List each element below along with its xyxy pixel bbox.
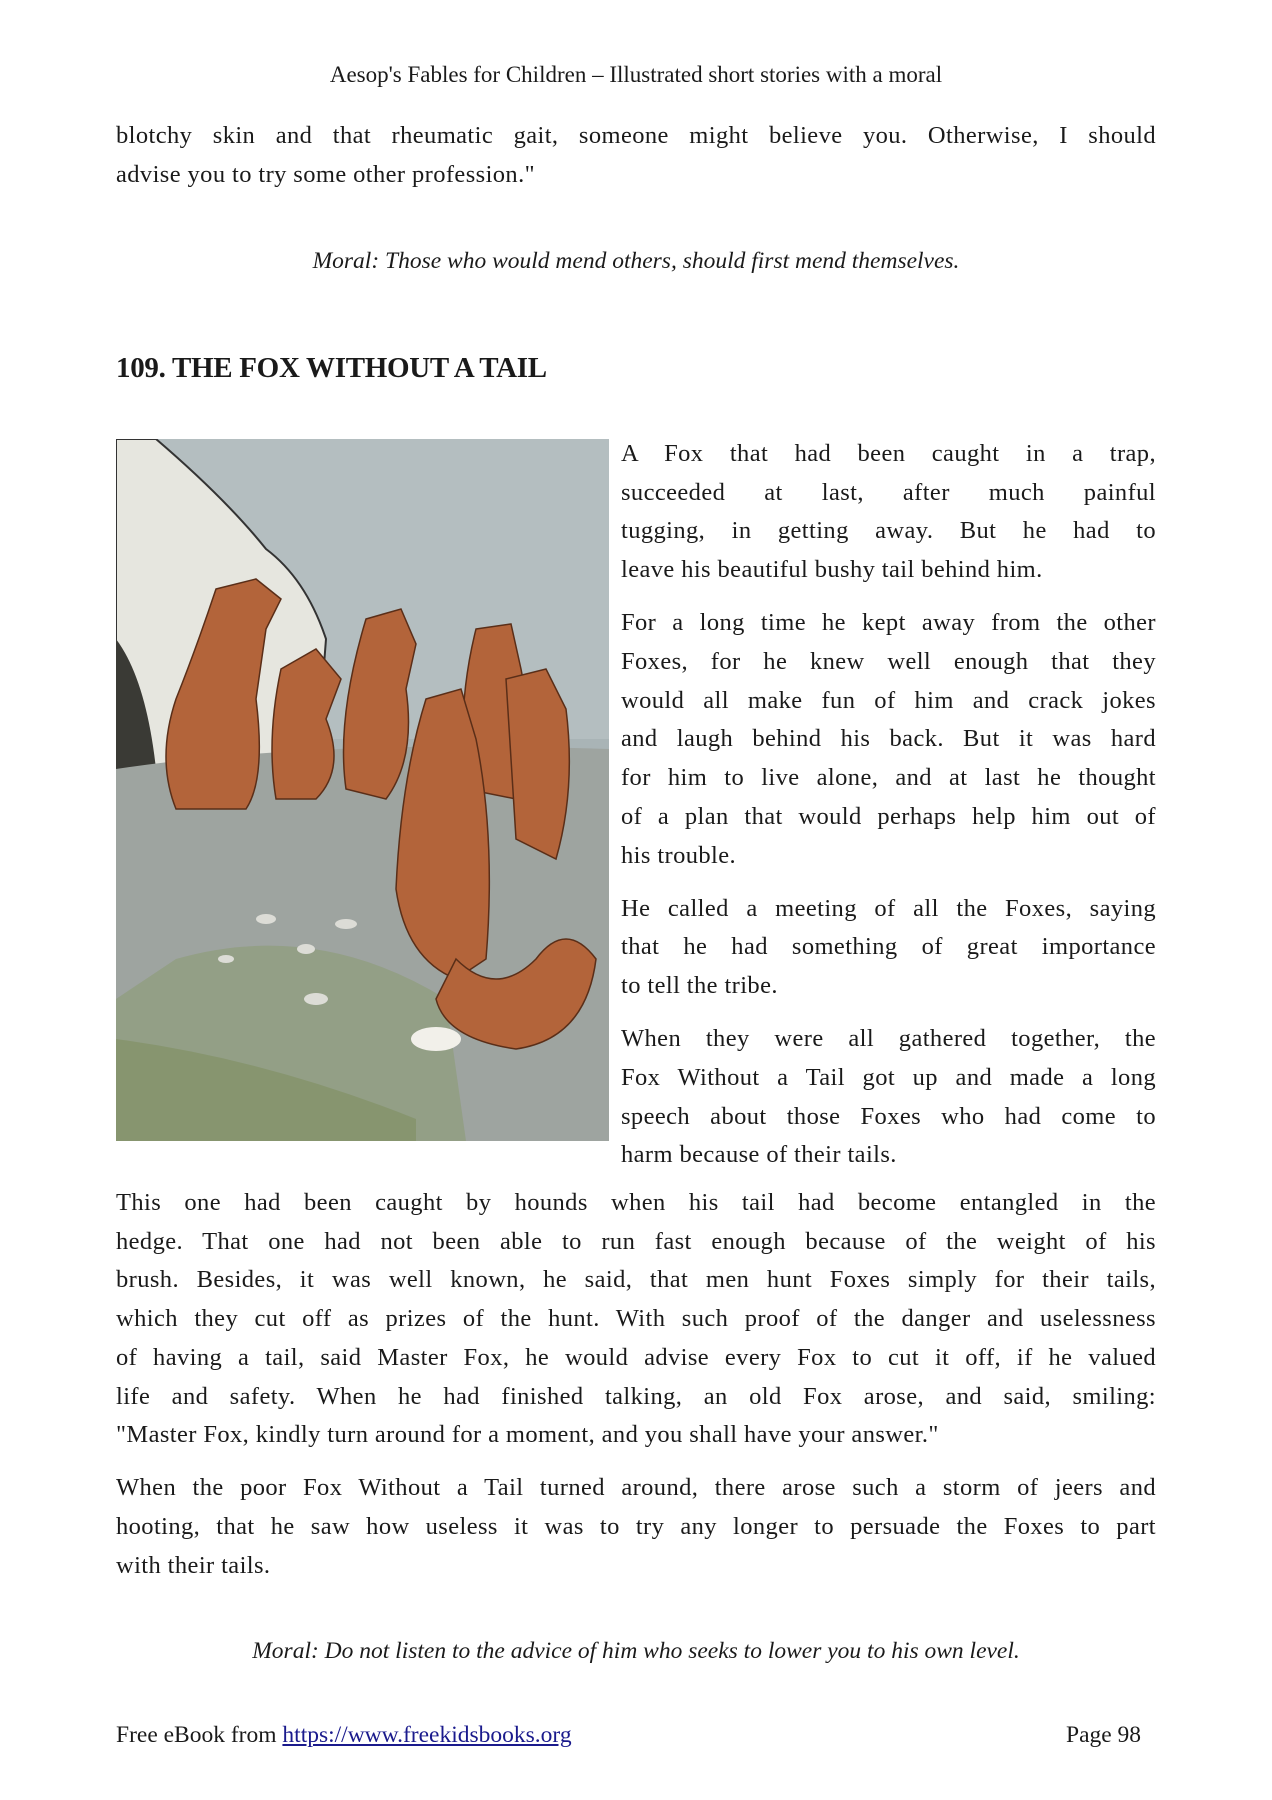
paragraph xyxy=(621,1020,1156,1175)
text-line: For a long time he kept away from the other xyxy=(621,609,1156,637)
text-line: his trouble. xyxy=(621,841,737,869)
paragraph xyxy=(116,117,1156,194)
text-line: harm because of their tails. xyxy=(621,1141,897,1169)
text-line: This one had been caught by hounds when his tail had become entangled in the xyxy=(116,1189,1156,1216)
paragraph xyxy=(621,435,1156,590)
text-line: of a plan that would perhaps help him out of xyxy=(621,802,1156,830)
text-line: that he had something of great importance xyxy=(621,933,1156,961)
text-line: Foxes, for he knew well enough that they xyxy=(621,648,1156,676)
text-line: blotchy skin and that rheumatic gait, someone might believe you. Otherwise, I should xyxy=(116,122,1156,149)
text-line: tugging, in getting away. But he had to xyxy=(621,517,1156,545)
text-line: with their tails. xyxy=(116,1551,271,1579)
paragraph xyxy=(621,890,1156,1006)
text-line: life and safety. When he had finished talking, an old Fox arose, and said, smiling: xyxy=(116,1382,1156,1410)
text-line: hooting, that he saw how useless it was to try any longer to persuade the Foxes to part xyxy=(116,1513,1156,1541)
paragraph xyxy=(116,1469,1156,1585)
text-line: for him to live alone, and at last he thought xyxy=(621,764,1156,792)
text-line: He called a meeting of all the Foxes, saying xyxy=(621,894,1156,922)
text-line: When the poor Fox Without a Tail turned around, there arose such a storm of jeers and xyxy=(116,1474,1156,1502)
story-moral: Moral: Do not listen to the advice of him who seeks to lower you to his own level. xyxy=(252,1638,1020,1664)
text-line: of having a tail, said Master Fox, he would advise every Fox to cut it off, if he valued xyxy=(116,1343,1156,1371)
previous-moral: Moral: Those who would mend others, should first mend themselves. xyxy=(312,248,960,274)
paragraph xyxy=(116,1184,1156,1455)
text-line: would all make fun of him and crack jokes xyxy=(621,686,1156,714)
footer-source xyxy=(116,1722,572,1749)
footer-prefix: Free eBook from xyxy=(116,1722,283,1748)
page-number: Page 98 xyxy=(1066,1722,1142,1748)
text-line: leave his beautiful bushy tail behind him. xyxy=(621,556,1043,584)
running-header: Aesop's Fables for Children – Illustrated short stories with a moral xyxy=(329,62,943,87)
text-line: A Fox that had been caught in a trap, xyxy=(621,440,1156,467)
text-line: advise you to try some other profession." xyxy=(116,160,536,188)
text-line: and laugh behind his back. But it was hard xyxy=(621,725,1156,753)
story-title: 109. THE FOX WITHOUT A TAIL xyxy=(116,352,547,384)
text-line: which they cut off as prizes of the hunt. With such proof of the danger and uselessness xyxy=(116,1305,1156,1333)
previous-story-text xyxy=(116,117,1156,209)
text-line: "Master Fox, kindly turn around for a moment, and you shall have your answer." xyxy=(116,1421,939,1449)
paragraph xyxy=(621,604,1156,875)
text-line: succeeded at last, after much painful xyxy=(621,478,1156,506)
footer-link[interactable]: https://www.freekidsbooks.org xyxy=(282,1722,572,1748)
text-line: hedge. That one had not been able to run fast enough because of the weight of his xyxy=(116,1227,1156,1255)
text-line: to tell the tribe. xyxy=(621,972,778,1000)
story-side-text xyxy=(621,435,1156,1190)
text-line: speech about those Foxes who had come to xyxy=(621,1102,1156,1130)
text-line: brush. Besides, it was well known, he said, that men hunt Foxes simply for their tails, xyxy=(116,1266,1156,1294)
text-line: Fox Without a Tail got up and made a long xyxy=(621,1064,1156,1092)
story-full-text xyxy=(116,1184,1156,1600)
fox-illustration xyxy=(116,439,609,1141)
text-line: When they were all gathered together, the xyxy=(621,1025,1156,1053)
